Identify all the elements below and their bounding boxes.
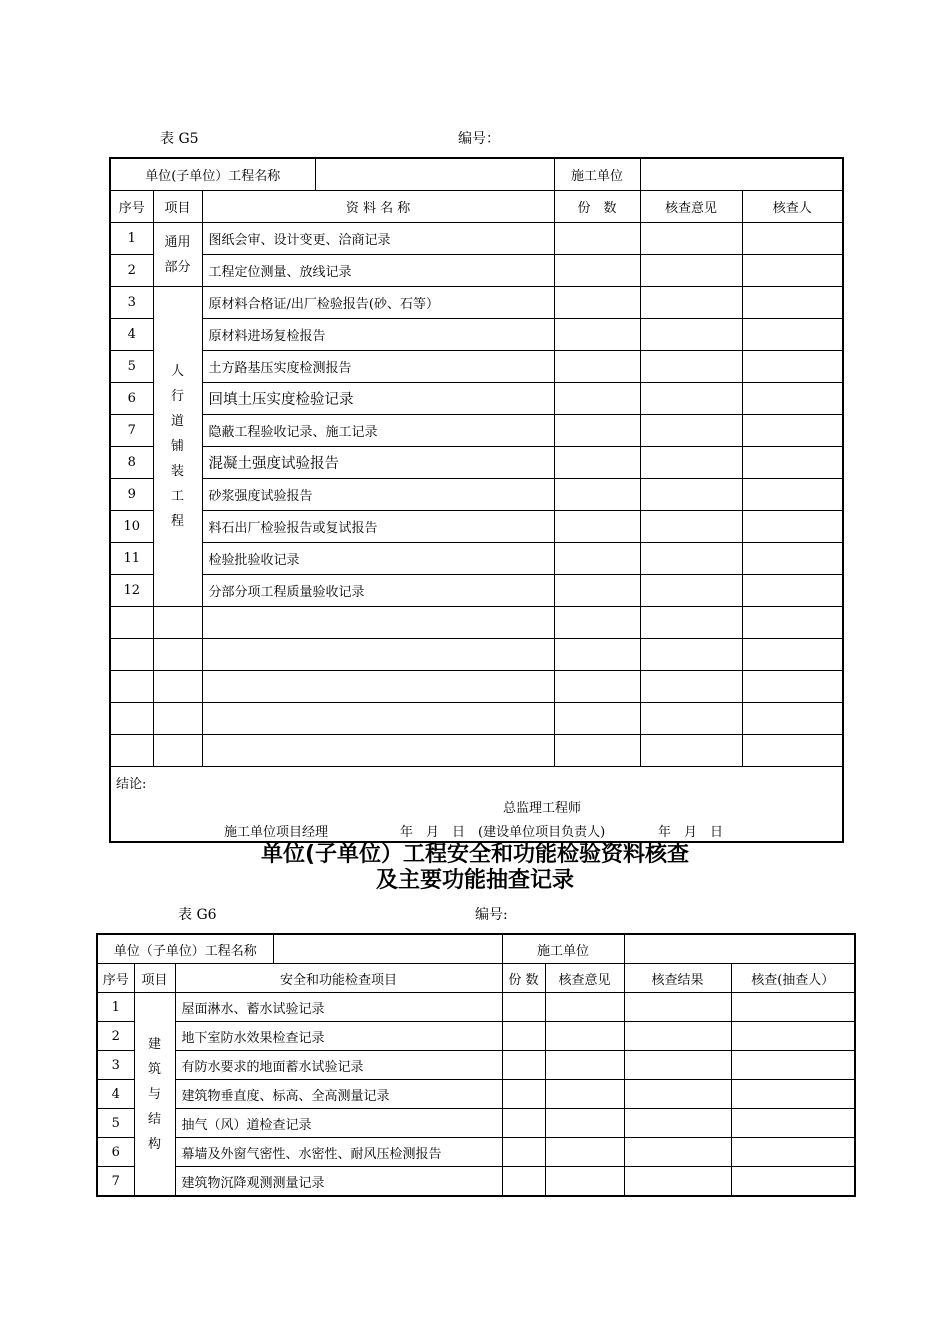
- table-row: [110, 287, 843, 319]
- copies-cell[interactable]: [554, 447, 640, 479]
- checker-cell[interactable]: [742, 223, 843, 255]
- empty-cell[interactable]: [742, 639, 843, 671]
- empty-cell[interactable]: [554, 735, 640, 767]
- row-doc-name: 分部分项工程质量验收记录: [202, 575, 554, 607]
- unit-name-label: 单位(子单位）工程名称: [110, 158, 315, 191]
- empty-row: [110, 671, 843, 703]
- row-number: 12: [110, 575, 153, 607]
- row-doc-name: 隐蔽工程验收记录、施工记录: [202, 415, 554, 447]
- empty-cell[interactable]: [153, 735, 202, 767]
- copies-cell[interactable]: [502, 1022, 545, 1051]
- table-row: [97, 993, 855, 1022]
- checker-cell[interactable]: [742, 383, 843, 415]
- copies-cell[interactable]: [554, 415, 640, 447]
- copies-cell[interactable]: [502, 1080, 545, 1109]
- empty-cell[interactable]: [742, 703, 843, 735]
- row-doc-name: 检验批验收记录: [202, 543, 554, 575]
- empty-row: [110, 703, 843, 735]
- checker-cell[interactable]: [731, 1080, 855, 1109]
- table-row: [110, 319, 843, 351]
- row-number: 9: [110, 479, 153, 511]
- checker-cell[interactable]: [742, 415, 843, 447]
- checker-cell[interactable]: [742, 543, 843, 575]
- opinion-cell[interactable]: [640, 319, 742, 351]
- result-cell[interactable]: [624, 1080, 731, 1109]
- row-check-item: 建筑物垂直度、标高、全高测量记录: [175, 1080, 502, 1109]
- empty-cell[interactable]: [640, 607, 742, 639]
- row-check-item: 屋面淋水、蓄水试验记录: [175, 993, 502, 1022]
- row-doc-name: 回填土压实度检验记录: [202, 383, 554, 415]
- row-number: 11: [110, 543, 153, 575]
- empty-cell[interactable]: [742, 735, 843, 767]
- row-number: 6: [97, 1138, 134, 1167]
- row-doc-name: 原材料合格证/出厂检验报告(砂、石等）: [202, 287, 554, 319]
- empty-cell[interactable]: [110, 671, 153, 703]
- checker-cell[interactable]: [731, 1022, 855, 1051]
- copies-cell[interactable]: [554, 255, 640, 287]
- empty-cell[interactable]: [110, 639, 153, 671]
- empty-cell[interactable]: [554, 607, 640, 639]
- table-row: [110, 415, 843, 447]
- row-check-item: 有防水要求的地面蓄水试验记录: [175, 1051, 502, 1080]
- empty-cell[interactable]: [554, 639, 640, 671]
- col2-header-copies: 份 数: [502, 964, 545, 993]
- row-doc-name: 土方路基压实度检测报告: [202, 351, 554, 383]
- col-header-item: 项目: [153, 191, 202, 223]
- copies-cell[interactable]: [554, 351, 640, 383]
- copies-cell[interactable]: [502, 1138, 545, 1167]
- copies-cell[interactable]: [502, 1109, 545, 1138]
- row-check-item: 建筑物沉降观测测量记录: [175, 1167, 502, 1197]
- table-row: [110, 383, 843, 415]
- opinion-cell[interactable]: [640, 479, 742, 511]
- empty-cell[interactable]: [202, 671, 554, 703]
- col-header-no: 序号: [110, 191, 153, 223]
- empty-cell[interactable]: [640, 671, 742, 703]
- row-doc-name: 原材料进场复检报告: [202, 319, 554, 351]
- opinion-cell[interactable]: [640, 287, 742, 319]
- result-cell[interactable]: [624, 1022, 731, 1051]
- opinion-cell[interactable]: [640, 543, 742, 575]
- form2-title-line1: 单位(子单位）工程安全和功能检验资料核查: [260, 842, 690, 867]
- row-check-item: 抽气（风）道检查记录: [175, 1109, 502, 1138]
- opinion-cell[interactable]: [545, 1167, 624, 1197]
- empty-row: [110, 639, 843, 671]
- conclusion-cell[interactable]: [110, 767, 843, 843]
- table-row: [110, 351, 843, 383]
- empty-row: [110, 735, 843, 767]
- opinion-cell[interactable]: [640, 415, 742, 447]
- row-number: 10: [110, 511, 153, 543]
- opinion-cell[interactable]: [640, 447, 742, 479]
- group-building-structure: 建 筑 与 结 构: [134, 993, 175, 1197]
- col2-header-checker: 核查(抽查人）: [731, 964, 855, 993]
- unit-name-label-2: 单位（子单位）工程名称: [97, 934, 273, 964]
- opinion-cell[interactable]: [545, 1051, 624, 1080]
- col2-header-item: 项目: [134, 964, 175, 993]
- empty-cell[interactable]: [153, 639, 202, 671]
- empty-cell[interactable]: [202, 607, 554, 639]
- form2-table: [96, 933, 856, 1197]
- checker-cell[interactable]: [742, 351, 843, 383]
- form2-number-label: 编号:: [475, 907, 508, 923]
- form2-title-line2: 及主要功能抽查记录: [375, 868, 574, 893]
- empty-cell[interactable]: [640, 639, 742, 671]
- checker-cell[interactable]: [742, 479, 843, 511]
- table-row: [110, 255, 843, 287]
- group-sidewalk: 人 行 道 铺 装 工 程: [153, 287, 202, 607]
- result-cell[interactable]: [624, 1167, 731, 1197]
- result-cell[interactable]: [624, 993, 731, 1022]
- empty-cell[interactable]: [110, 735, 153, 767]
- col-header-doc-name: 资 料 名 称: [202, 191, 554, 223]
- empty-cell[interactable]: [742, 607, 843, 639]
- constructor-label: 施工单位: [554, 158, 640, 191]
- col2-header-opinion: 核查意见: [545, 964, 624, 993]
- row-doc-name: 料石出厂检验报告或复试报告: [202, 511, 554, 543]
- row-number: 8: [110, 447, 153, 479]
- unit-name-field-2[interactable]: [273, 934, 502, 964]
- checker-cell[interactable]: [742, 575, 843, 607]
- row-check-item: 幕墙及外窗气密性、水密性、耐风压检测报告: [175, 1138, 502, 1167]
- row-number: 3: [110, 287, 153, 319]
- table-row: [110, 447, 843, 479]
- table-row: [97, 1080, 855, 1109]
- row-number: 1: [97, 993, 134, 1022]
- opinion-cell[interactable]: [545, 1109, 624, 1138]
- checker-cell[interactable]: [731, 993, 855, 1022]
- constructor-field-2[interactable]: [624, 934, 855, 964]
- unit-name-field[interactable]: [315, 158, 554, 191]
- row-number: 3: [97, 1051, 134, 1080]
- row-number: 4: [110, 319, 153, 351]
- copies-cell[interactable]: [554, 287, 640, 319]
- form1-table: [109, 157, 844, 843]
- row-doc-name: 混凝土强度试验报告: [202, 447, 554, 479]
- table-row: [110, 479, 843, 511]
- table-row: [110, 543, 843, 575]
- opinion-cell[interactable]: [640, 575, 742, 607]
- checker-cell[interactable]: [742, 255, 843, 287]
- opinion-cell[interactable]: [545, 1138, 624, 1167]
- empty-cell[interactable]: [202, 639, 554, 671]
- copies-cell[interactable]: [554, 383, 640, 415]
- table-row: [110, 223, 843, 255]
- table-row: [110, 511, 843, 543]
- pm-label: 施工单位项目经理: [224, 825, 329, 840]
- checker-cell[interactable]: [731, 1167, 855, 1197]
- empty-cell[interactable]: [640, 735, 742, 767]
- empty-cell[interactable]: [153, 607, 202, 639]
- empty-cell[interactable]: [742, 671, 843, 703]
- checker-cell[interactable]: [731, 1051, 855, 1080]
- col2-header-no: 序号: [97, 964, 134, 993]
- date2-label: 年 月 日: [658, 825, 724, 840]
- result-cell[interactable]: [624, 1109, 731, 1138]
- table-row: [97, 1051, 855, 1080]
- table-row: [97, 1022, 855, 1051]
- empty-cell[interactable]: [554, 671, 640, 703]
- row-doc-name: 工程定位测量、放线记录: [202, 255, 554, 287]
- checker-cell[interactable]: [742, 511, 843, 543]
- empty-cell[interactable]: [202, 735, 554, 767]
- empty-cell[interactable]: [110, 703, 153, 735]
- opinion-cell[interactable]: [545, 993, 624, 1022]
- copies-cell[interactable]: [554, 223, 640, 255]
- chief-supervisor-label: 总监理工程师: [503, 801, 582, 816]
- table-row: [97, 1138, 855, 1167]
- empty-cell[interactable]: [110, 607, 153, 639]
- row-number: 2: [110, 255, 153, 287]
- col-header-copies: 份 数: [554, 191, 640, 223]
- col-header-checker: 核查人: [742, 191, 843, 223]
- empty-cell[interactable]: [640, 703, 742, 735]
- row-doc-name: 图纸会审、设计变更、洽商记录: [202, 223, 554, 255]
- empty-cell[interactable]: [554, 703, 640, 735]
- col2-header-result: 核查结果: [624, 964, 731, 993]
- row-check-item: 地下室防水效果检查记录: [175, 1022, 502, 1051]
- checker-cell[interactable]: [742, 319, 843, 351]
- checker-cell[interactable]: [742, 287, 843, 319]
- checker-cell[interactable]: [731, 1138, 855, 1167]
- group-general: 通用 部分: [153, 223, 202, 287]
- empty-row: [110, 607, 843, 639]
- row-number: 5: [110, 351, 153, 383]
- copies-cell[interactable]: [554, 511, 640, 543]
- empty-cell[interactable]: [153, 703, 202, 735]
- empty-cell[interactable]: [202, 703, 554, 735]
- copies-cell[interactable]: [554, 543, 640, 575]
- owner-label: (建设单位项目负责人): [478, 825, 606, 840]
- table-row: [97, 1109, 855, 1138]
- checker-cell[interactable]: [742, 447, 843, 479]
- table-row: [110, 575, 843, 607]
- conclusion-label: 结论:: [116, 777, 147, 792]
- row-number: 7: [110, 415, 153, 447]
- opinion-cell[interactable]: [640, 351, 742, 383]
- empty-cell[interactable]: [153, 671, 202, 703]
- row-number: 6: [110, 383, 153, 415]
- constructor-field[interactable]: [640, 158, 843, 191]
- copies-cell[interactable]: [554, 575, 640, 607]
- opinion-cell[interactable]: [640, 383, 742, 415]
- col-header-opinion: 核查意见: [640, 191, 742, 223]
- form1-number-label: 编号：: [458, 131, 500, 147]
- table-row: [97, 1167, 855, 1197]
- opinion-cell[interactable]: [640, 511, 742, 543]
- constructor-label-2: 施工单位: [502, 934, 624, 964]
- date1-label: 年 月 日: [400, 825, 466, 840]
- col2-header-check-item: 安全和功能检查项目: [175, 964, 502, 993]
- result-cell[interactable]: [624, 1051, 731, 1080]
- row-number: 7: [97, 1167, 134, 1197]
- checker-cell[interactable]: [731, 1109, 855, 1138]
- copies-cell[interactable]: [554, 479, 640, 511]
- row-doc-name: 砂浆强度试验报告: [202, 479, 554, 511]
- form2-table-label: 表 G6: [178, 907, 217, 923]
- row-number: 1: [110, 223, 153, 255]
- row-number: 4: [97, 1080, 134, 1109]
- copies-cell[interactable]: [502, 993, 545, 1022]
- opinion-cell[interactable]: [640, 255, 742, 287]
- row-number: 2: [97, 1022, 134, 1051]
- opinion-cell[interactable]: [545, 1080, 624, 1109]
- form1-table-label: 表 G5: [160, 131, 199, 147]
- opinion-cell[interactable]: [545, 1022, 624, 1051]
- copies-cell[interactable]: [502, 1051, 545, 1080]
- opinion-cell[interactable]: [640, 223, 742, 255]
- copies-cell[interactable]: [502, 1167, 545, 1197]
- result-cell[interactable]: [624, 1138, 731, 1167]
- copies-cell[interactable]: [554, 319, 640, 351]
- row-number: 5: [97, 1109, 134, 1138]
